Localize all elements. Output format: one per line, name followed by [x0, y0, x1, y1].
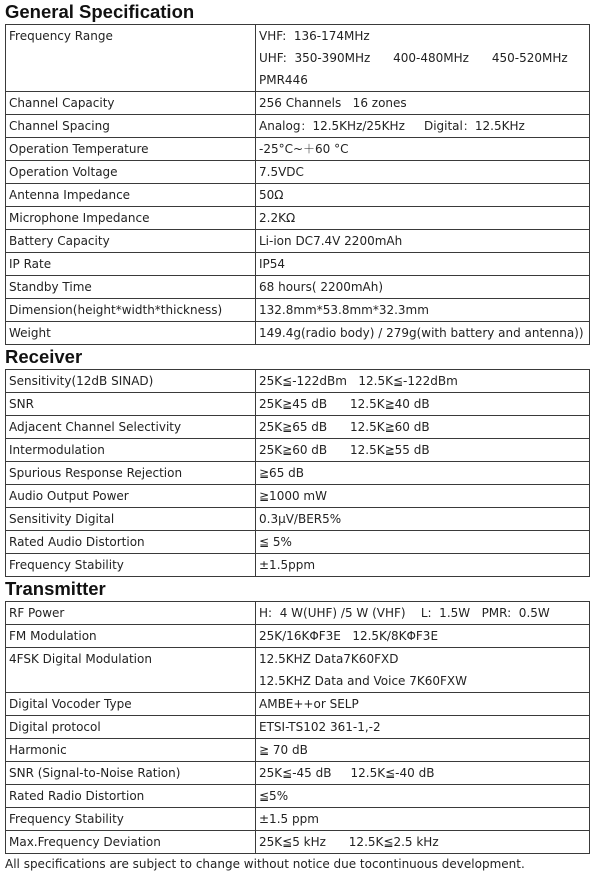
spec-label: Audio Output Power: [6, 485, 256, 508]
table-row: [6, 485, 590, 508]
table-row: [6, 439, 590, 462]
table-row: [6, 462, 590, 485]
spec-value-line: ±1.5ppm: [259, 558, 316, 572]
spec-value: [256, 693, 590, 716]
table-row: [6, 161, 590, 184]
spec-value: [256, 161, 590, 184]
table-row: [6, 831, 590, 854]
spec-value-line: 2.2KΩ: [259, 211, 296, 225]
spec-value-line: ≧1000 mW: [259, 489, 327, 503]
spec-label: Frequency Range: [6, 25, 256, 92]
spec-label: Adjacent Channel Selectivity: [6, 416, 256, 439]
table-row: [6, 625, 590, 648]
spec-value: [256, 276, 590, 299]
spec-value: [256, 92, 590, 115]
table-row: [6, 602, 590, 625]
spec-label: Channel Capacity: [6, 92, 256, 115]
spec-value-line: ≦5%: [259, 789, 289, 803]
spec-value: [256, 138, 590, 161]
table-row: [6, 693, 590, 716]
section-title-receiver: Receiver: [5, 346, 83, 367]
spec-value: [256, 184, 590, 207]
spec-value: [256, 370, 590, 393]
spec-value-line: 149.4g(radio body) / 279g(with battery and antenna)): [259, 326, 584, 340]
table-row: [6, 253, 590, 276]
spec-value-line: 7.5VDC: [259, 165, 304, 179]
table-row: [6, 739, 590, 762]
table-row: [6, 393, 590, 416]
spec-value: [256, 416, 590, 439]
spec-label: Rated Radio Distortion: [6, 785, 256, 808]
spec-value-line: Li-ion DC7.4V 2200mAh: [259, 234, 403, 248]
table-row: [6, 416, 590, 439]
spec-value-line: ≧ 70 dB: [259, 743, 308, 757]
spec-label: Dimension(height*width*thickness): [6, 299, 256, 322]
table-row: [6, 370, 590, 393]
spec-value-line: Analog：12.5KHz/25KHz Digital：12.5KHz: [259, 119, 525, 133]
section-title-transmitter: Transmitter: [5, 578, 106, 599]
spec-value-line: 50Ω: [259, 188, 284, 202]
spec-value-line: 12.5KHZ Data and Voice 7K60FXW: [259, 674, 468, 688]
spec-value: [256, 393, 590, 416]
spec-table-general-specification: [5, 24, 590, 345]
table-row: [6, 322, 590, 345]
spec-value: [256, 762, 590, 785]
spec-label: Harmonic: [6, 739, 256, 762]
footnote: All specifications are subject to change without notice due tocontinuous development.: [5, 857, 525, 871]
spec-value: [256, 625, 590, 648]
spec-label: Rated Audio Distortion: [6, 531, 256, 554]
table-row: [6, 648, 590, 693]
spec-value: [256, 785, 590, 808]
spec-value: [256, 554, 590, 577]
spec-value-line: 256 Channels 16 zones: [259, 96, 407, 110]
spec-label: Battery Capacity: [6, 230, 256, 253]
spec-label: Digital protocol: [6, 716, 256, 739]
spec-label: Standby Time: [6, 276, 256, 299]
table-row: [6, 138, 590, 161]
section-title-general-specification: General Specification: [5, 1, 195, 22]
spec-value: [256, 462, 590, 485]
table-row: [6, 785, 590, 808]
spec-label: Spurious Response Rejection: [6, 462, 256, 485]
spec-value-line: 0.3μV/BER5%: [259, 512, 342, 526]
spec-value: [256, 808, 590, 831]
spec-value: [256, 253, 590, 276]
spec-label: Frequency Stability: [6, 554, 256, 577]
spec-label: Sensitivity(12dB SINAD): [6, 370, 256, 393]
spec-value-line: 25K≦5 kHz 12.5K≦2.5 kHz: [259, 835, 439, 849]
spec-value: [256, 115, 590, 138]
spec-value-line: 68 hours( 2200mAh): [259, 280, 384, 294]
spec-value-line: PMR446: [259, 73, 308, 87]
spec-value-line: 25K/16KΦF3E 12.5K/8KΦF3E: [259, 629, 439, 643]
spec-value: [256, 230, 590, 253]
table-row: [6, 25, 590, 92]
spec-value: [256, 25, 590, 92]
spec-value: [256, 602, 590, 625]
spec-value-line: ≦ 5%: [259, 535, 292, 549]
table-row: [6, 92, 590, 115]
spec-label: IP Rate: [6, 253, 256, 276]
spec-value-line: UHF: 350-390MHz 400-480MHz 450-520MHz: [259, 51, 568, 65]
spec-value: [256, 207, 590, 230]
table-row: [6, 508, 590, 531]
spec-value: [256, 531, 590, 554]
spec-label: RF Power: [6, 602, 256, 625]
table-row: [6, 299, 590, 322]
spec-value: [256, 299, 590, 322]
spec-value-line: 25K≦-122dBm 12.5K≦-122dBm: [259, 374, 458, 388]
spec-label: Operation Voltage: [6, 161, 256, 184]
spec-label: FM Modulation: [6, 625, 256, 648]
spec-value-line: 132.8mm*53.8mm*32.3mm: [259, 303, 429, 317]
spec-value-line: 25K≧65 dB 12.5K≧60 dB: [259, 420, 430, 434]
spec-label: Weight: [6, 322, 256, 345]
spec-label: Frequency Stability: [6, 808, 256, 831]
spec-value-line: -25°C~＋60 °C: [259, 142, 349, 156]
table-row: [6, 554, 590, 577]
spec-value: [256, 485, 590, 508]
spec-value-line: H: 4 W(UHF) /5 W (VHF) L: 1.5W PMR: 0.5W: [259, 606, 550, 620]
spec-value-line: 25K≧45 dB 12.5K≧40 dB: [259, 397, 430, 411]
spec-label: SNR: [6, 393, 256, 416]
table-row: [6, 184, 590, 207]
spec-value-line: VHF: 136-174MHz: [259, 29, 370, 43]
spec-value: [256, 716, 590, 739]
spec-value-line: ±1.5 ppm: [259, 812, 319, 826]
spec-value: [256, 439, 590, 462]
spec-label: Channel Spacing: [6, 115, 256, 138]
spec-value-line: IP54: [259, 257, 286, 271]
table-row: [6, 716, 590, 739]
table-row: [6, 276, 590, 299]
spec-value-line: 12.5KHZ Data7K60FXD: [259, 652, 399, 666]
spec-label: Microphone Impedance: [6, 207, 256, 230]
spec-value-line: AMBE++or SELP: [259, 697, 359, 711]
spec-label: SNR (Signal-to-Noise Ration): [6, 762, 256, 785]
spec-value: [256, 831, 590, 854]
table-row: [6, 808, 590, 831]
spec-value-line: 25K≦-45 dB 12.5K≦-40 dB: [259, 766, 435, 780]
spec-label: Operation Temperature: [6, 138, 256, 161]
spec-value: [256, 739, 590, 762]
table-row: [6, 762, 590, 785]
spec-table-receiver: [5, 369, 590, 577]
spec-value: [256, 508, 590, 531]
spec-label: Max.Frequency Deviation: [6, 831, 256, 854]
spec-value: [256, 322, 590, 345]
spec-value-line: 25K≧60 dB 12.5K≧55 dB: [259, 443, 430, 457]
spec-value: [256, 648, 590, 693]
table-row: [6, 230, 590, 253]
spec-label: Intermodulation: [6, 439, 256, 462]
spec-label: 4FSK Digital Modulation: [6, 648, 256, 693]
table-row: [6, 207, 590, 230]
spec-table-transmitter: [5, 601, 590, 854]
table-row: [6, 531, 590, 554]
spec-label: Antenna Impedance: [6, 184, 256, 207]
spec-value-line: ETSI-TS102 361-1,-2: [259, 720, 381, 734]
spec-value-line: ≧65 dB: [259, 466, 304, 480]
table-row: [6, 115, 590, 138]
spec-label: Sensitivity Digital: [6, 508, 256, 531]
spec-label: Digital Vocoder Type: [6, 693, 256, 716]
